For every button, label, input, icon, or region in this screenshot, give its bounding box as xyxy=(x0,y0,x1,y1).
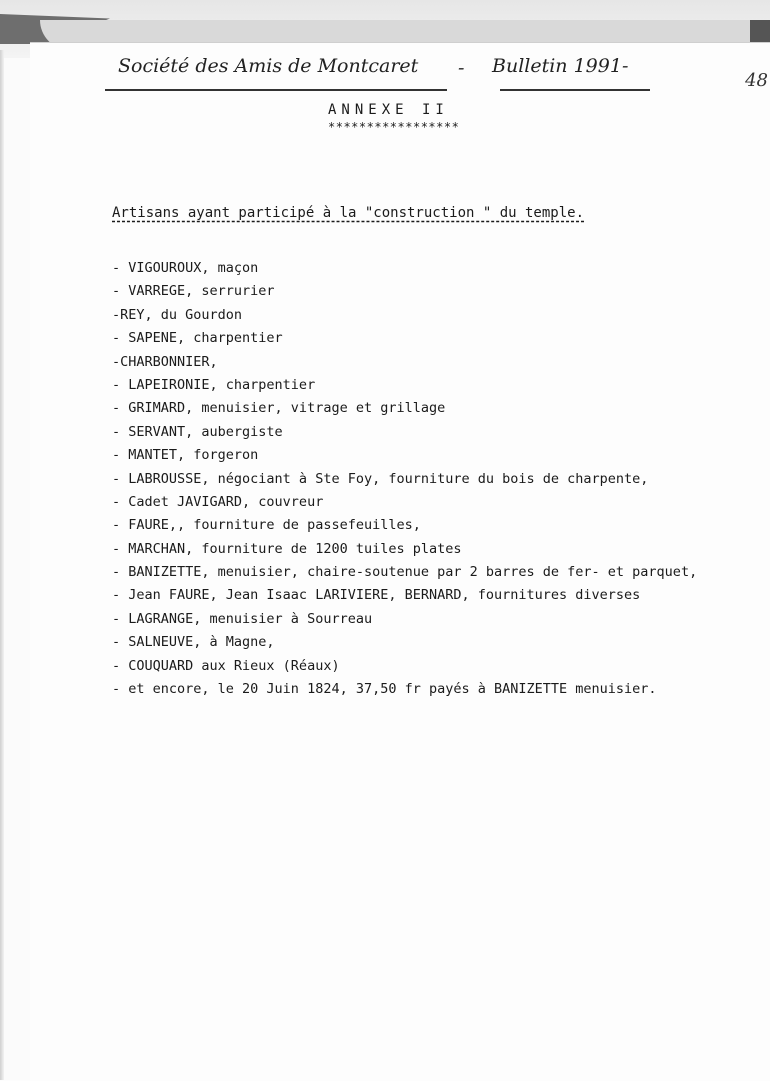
list-item: - SAPENE, charpentier xyxy=(112,330,283,347)
list-item: - LAPEIRONIE, charpentier xyxy=(112,376,316,393)
handwritten-separator: - xyxy=(458,57,465,79)
list-item: - BANIZETTE, menuisier, chaire-soutenue par 2 barres de fer- et parquet, xyxy=(112,564,698,581)
handwritten-society-name: Société des Amis de Montcaret xyxy=(118,55,419,77)
list-item: - COUQUARD aux Rieux (Réaux) xyxy=(112,657,340,674)
list-item: - MANTET, forgeron xyxy=(112,447,259,464)
list-item: - GRIMARD, menuisier, vitrage et grillage xyxy=(112,400,446,417)
list-item: - FAURE,, fourniture de passefeuilles, xyxy=(112,517,421,534)
title-asterisk-underline: ***************** xyxy=(328,120,460,134)
list-item: -REY, du Gourdon xyxy=(112,306,243,323)
handwritten-bulletin-year: Bulletin 1991- xyxy=(492,55,629,77)
list-item: - MARCHAN, fourniture de 1200 tuiles plates xyxy=(112,540,462,557)
list-item: - VIGOUROUX, maçon xyxy=(112,260,259,276)
handwritten-page-number: 48 xyxy=(745,70,768,91)
list-item: - VARREGE, serrurier xyxy=(112,283,275,300)
artisan-list xyxy=(112,257,697,701)
list-item: - et encore, le 20 Juin 1824, 37,50 fr payés à BANIZETTE menuisier. xyxy=(112,681,657,698)
handwritten-underline-left xyxy=(105,89,447,91)
list-item: - LAGRANGE, menuisier à Sourreau xyxy=(112,610,373,627)
handwritten-underline-right xyxy=(500,89,650,91)
left-page-edge xyxy=(0,50,4,1080)
list-item: - LABROUSSE, négociant à Ste Foy, fourniture du bois de charpente, xyxy=(112,470,649,487)
annex-title: ANNEXE II xyxy=(328,102,449,118)
list-item: - SALNEUVE, à Magne, xyxy=(112,634,275,651)
list-item: - Jean FAURE, Jean Isaac LARIVIERE, BERNARD, fournitures diverses xyxy=(112,587,641,604)
list-item: - SERVANT, aubergiste xyxy=(112,423,283,440)
list-item: -CHARBONNIER, xyxy=(112,353,218,370)
section-heading: Artisans ayant participé à la "construction " du temple. xyxy=(112,205,585,221)
list-item: - Cadet JAVIGARD, couvreur xyxy=(112,493,324,510)
